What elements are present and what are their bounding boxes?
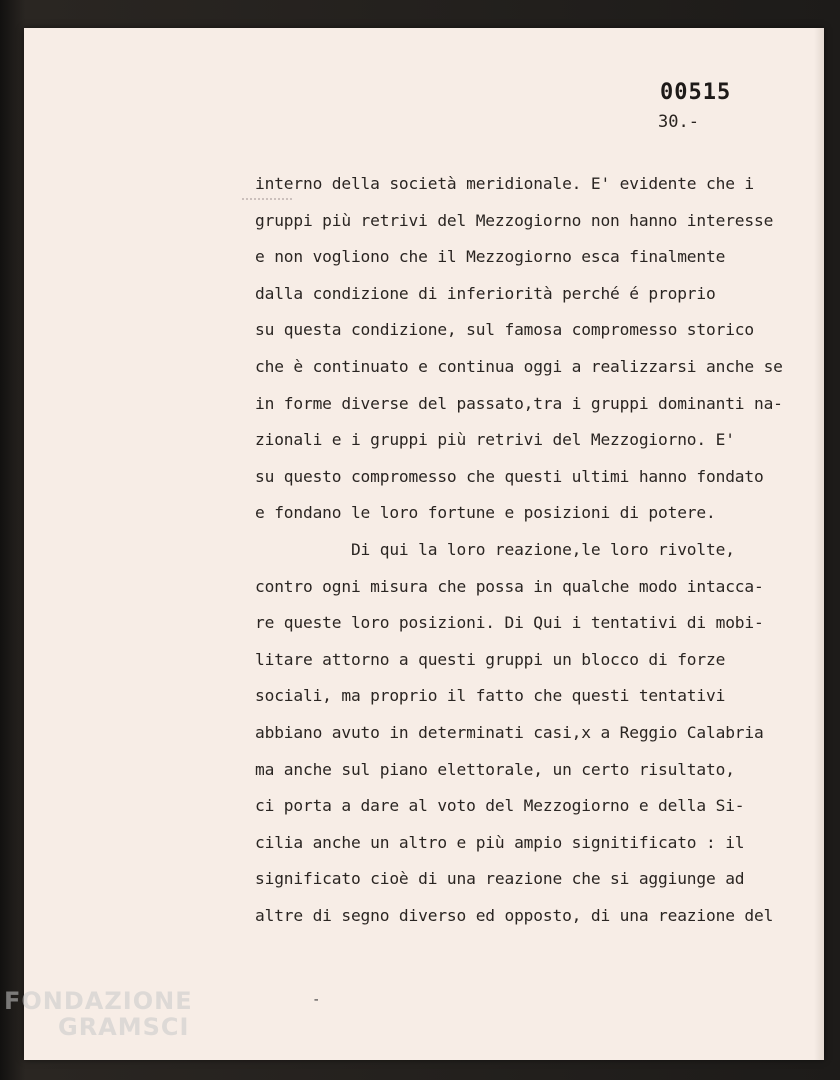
text-line: cilia anche un altro e più ampio signitificato : il — [255, 832, 745, 852]
text-line: e non vogliono che il Mezzogiorno esca finalmente — [255, 247, 726, 267]
watermark-line-1: FONDAZIONE — [4, 987, 193, 1015]
watermark-logo — [4, 988, 193, 1040]
text-line: abbiano avuto in determinati casi,x a Reggio Calabria — [255, 722, 764, 742]
text-line: ma anche sul piano elettorale, un certo risultato, — [255, 759, 735, 779]
text-line: dalla condizione di inferiorità perché é proprio — [255, 283, 716, 303]
text-line: su questa condizione, sul famosa compromesso storico — [255, 320, 754, 340]
text-line: ci porta a dare al voto del Mezzogiorno e della Si- — [255, 796, 745, 816]
footer-mark: - — [312, 992, 321, 1008]
text-line: re queste loro posizioni. Di Qui i tentativi di mobi- — [255, 613, 764, 633]
text-line: Di qui la loro reazione,le loro rivolte, — [255, 539, 735, 559]
text-line: che è continuato e continua oggi a realizzarsi anche se — [255, 356, 783, 376]
page-number: 30.- — [658, 112, 699, 132]
watermark-line-2: GRAMSCI — [58, 1013, 190, 1041]
body-text — [255, 166, 795, 934]
text-line: altre di segno diverso ed opposto, di una reazione del — [255, 905, 774, 925]
text-line: zionali e i gruppi più retrivi del Mezzogiorno. E' — [255, 430, 735, 450]
document-number: 00515 — [660, 80, 732, 105]
text-line: in forme diverse del passato,tra i gruppi dominanti na- — [255, 393, 783, 413]
text-line: interno della società meridionale. E' evidente che i — [255, 174, 754, 193]
text-line: significato cioè di una reazione che si aggiunge ad — [255, 869, 745, 889]
text-line: gruppi più retrivi del Mezzogiorno non hanno interesse — [255, 210, 774, 230]
text-line: sociali, ma proprio il fatto che questi tentativi — [255, 686, 726, 706]
page-edge-shadow — [814, 28, 824, 1060]
text-line: litare attorno a questi gruppi un blocco di forze — [255, 649, 726, 669]
text-line: su questo compromesso che questi ultimi hanno fondato — [255, 466, 764, 486]
text-line: contro ogni misura che possa in qualche modo intacca- — [255, 576, 764, 596]
text-line: e fondano le loro fortune e posizioni di potere. — [255, 503, 716, 523]
